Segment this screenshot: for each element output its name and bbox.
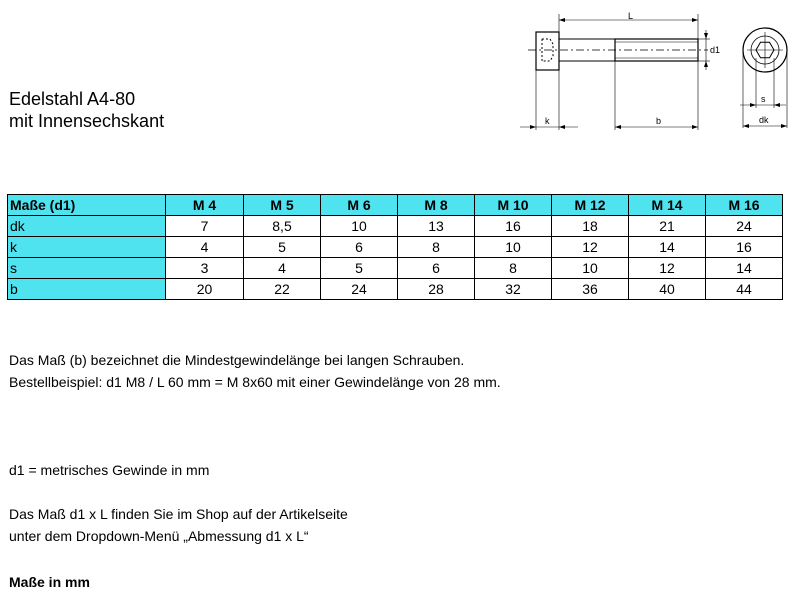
dimension-label-k: k xyxy=(545,116,550,126)
header-cell: M 5 xyxy=(244,195,321,216)
header-cell: M 4 xyxy=(166,195,244,216)
row-label: b xyxy=(8,279,166,300)
table-cell: 21 xyxy=(629,216,706,237)
row-label: dk xyxy=(8,216,166,237)
table-cell: 8 xyxy=(475,258,552,279)
table-cell: 44 xyxy=(706,279,783,300)
note-units: Maße in mm xyxy=(9,574,90,590)
table-cell: 13 xyxy=(398,216,475,237)
header-cell: M 10 xyxy=(475,195,552,216)
row-label: s xyxy=(8,258,166,279)
dimension-label-dk: dk xyxy=(759,115,769,125)
dimension-label-d1: d1 xyxy=(710,45,721,55)
table-cell: 8,5 xyxy=(244,216,321,237)
table-cell: 32 xyxy=(475,279,552,300)
table-cell: 10 xyxy=(552,258,629,279)
dimension-label-b: b xyxy=(656,116,662,126)
table-cell: 16 xyxy=(475,216,552,237)
table-cell: 40 xyxy=(629,279,706,300)
table-cell: 28 xyxy=(398,279,475,300)
table-cell: 4 xyxy=(166,237,244,258)
table-cell: 36 xyxy=(552,279,629,300)
table-cell: 20 xyxy=(166,279,244,300)
table-cell: 5 xyxy=(321,258,398,279)
header-cell-label: Maße (d1) xyxy=(8,195,166,216)
dimensions-table xyxy=(7,194,783,300)
note-d1-definition: d1 = metrisches Gewinde in mm xyxy=(9,462,210,478)
table-row xyxy=(8,237,783,258)
table-header-row xyxy=(8,195,783,216)
dimension-label-s: s xyxy=(761,94,766,104)
table-cell: 6 xyxy=(398,258,475,279)
notes-block-shop xyxy=(9,503,348,547)
row-label: k xyxy=(8,237,166,258)
table-row xyxy=(8,258,783,279)
table-cell: 24 xyxy=(321,279,398,300)
table-cell: 14 xyxy=(629,237,706,258)
dimension-label-L: L xyxy=(628,11,634,21)
table-cell: 22 xyxy=(244,279,321,300)
screw-side-view-drawing xyxy=(520,8,730,133)
header-cell: M 8 xyxy=(398,195,475,216)
notes-block-thread-length xyxy=(9,349,501,393)
table-cell: 12 xyxy=(552,237,629,258)
title-line-material: Edelstahl A4-80 xyxy=(9,89,136,109)
table-cell: 3 xyxy=(166,258,244,279)
header-cell: M 12 xyxy=(552,195,629,216)
table-cell: 8 xyxy=(398,237,475,258)
header-cell: M 14 xyxy=(629,195,706,216)
product-title xyxy=(9,88,164,132)
table-row xyxy=(8,216,783,237)
note-shop-article-page: Das Maß d1 x L finden Sie im Shop auf der Artikelseite xyxy=(9,506,348,522)
note-order-example: Bestellbeispiel: d1 M8 / L 60 mm = M 8x60 mit einer Gewindelänge von 28 mm. xyxy=(9,374,501,390)
table-cell: 6 xyxy=(321,237,398,258)
table-cell: 7 xyxy=(166,216,244,237)
table-cell: 24 xyxy=(706,216,783,237)
table-row xyxy=(8,279,783,300)
table-cell: 14 xyxy=(706,258,783,279)
header-cell: M 16 xyxy=(706,195,783,216)
table-cell: 18 xyxy=(552,216,629,237)
title-line-drive: mit Innensechskant xyxy=(9,111,165,131)
screw-front-view-drawing xyxy=(732,22,790,130)
table-cell: 12 xyxy=(629,258,706,279)
note-dropdown-menu: unter dem Dropdown-Menü „Abmessung d1 x L“ xyxy=(9,528,309,544)
table-cell: 5 xyxy=(244,237,321,258)
table-cell: 4 xyxy=(244,258,321,279)
table-cell: 10 xyxy=(321,216,398,237)
note-min-thread-length: Das Maß (b) bezeichnet die Mindestgewindelänge bei langen Schrauben. xyxy=(9,352,465,368)
table-cell: 16 xyxy=(706,237,783,258)
table-cell: 10 xyxy=(475,237,552,258)
header-cell: M 6 xyxy=(321,195,398,216)
